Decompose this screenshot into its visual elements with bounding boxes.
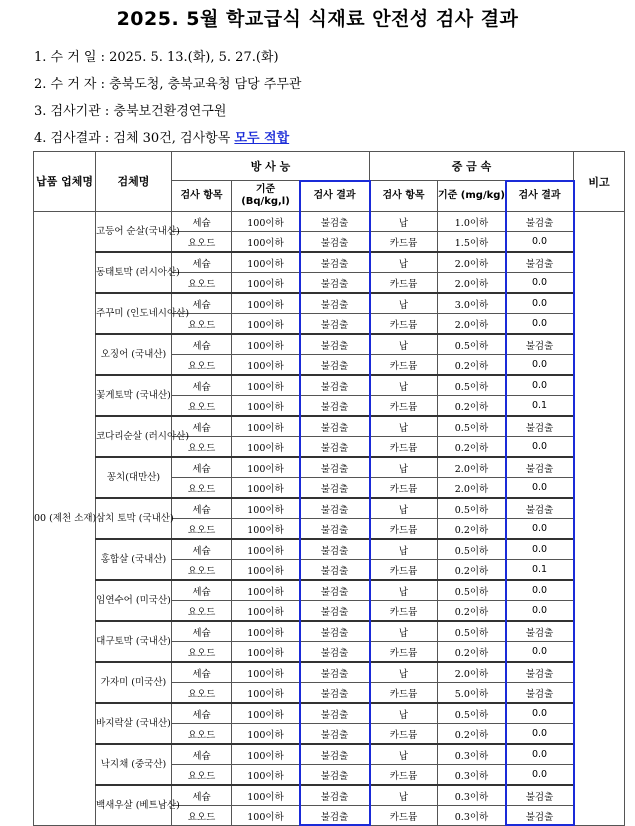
rad-result: 불검출 [300, 642, 370, 663]
metal-standard: 0.2이하 [438, 437, 506, 458]
metal-item: 카드뮴 [370, 232, 438, 253]
rad-item: 세슘 [172, 785, 232, 806]
metal-result: 불검출 [506, 785, 574, 806]
info-result [34, 127, 289, 146]
metal-item: 납 [370, 785, 438, 806]
metal-item: 카드뮴 [370, 806, 438, 826]
rad-result: 불검출 [300, 560, 370, 581]
rad-result: 불검출 [300, 314, 370, 335]
rad-standard: 100이하 [232, 683, 300, 704]
product-name: 코다리순살 (러시아산) [96, 416, 172, 457]
table-row [34, 498, 625, 519]
rad-item: 요오드 [172, 765, 232, 786]
rad-result: 불검출 [300, 519, 370, 540]
product-name: 오징어 (국내산) [96, 334, 172, 375]
rad-standard: 100이하 [232, 293, 300, 314]
metal-result: 불검출 [506, 334, 574, 355]
metal-result: 불검출 [506, 416, 574, 437]
metal-item: 납 [370, 252, 438, 273]
metal-standard: 1.0이하 [438, 212, 506, 232]
table-row [34, 293, 625, 314]
metal-standard: 0.5이하 [438, 334, 506, 355]
rad-item: 세슘 [172, 539, 232, 560]
product-name: 대구토막 (국내산) [96, 621, 172, 662]
rad-result: 불검출 [300, 212, 370, 232]
rad-item: 요오드 [172, 396, 232, 417]
metal-standard: 1.5이하 [438, 232, 506, 253]
rad-item: 요오드 [172, 273, 232, 294]
metal-standard: 0.5이하 [438, 539, 506, 560]
rad-standard: 100이하 [232, 785, 300, 806]
rad-standard: 100이하 [232, 560, 300, 581]
header-radiation: 방 사 능 [172, 152, 370, 181]
metal-result: 불검출 [506, 806, 574, 826]
rad-standard: 100이하 [232, 621, 300, 642]
product-name: 삼치 토막 (국내산) [96, 498, 172, 539]
rad-result: 불검출 [300, 355, 370, 376]
product-name: 꽃게토막 (국내산) [96, 375, 172, 416]
metal-standard: 2.0이하 [438, 478, 506, 499]
metal-standard: 0.5이하 [438, 621, 506, 642]
metal-standard: 0.5이하 [438, 375, 506, 396]
metal-standard: 0.2이하 [438, 396, 506, 417]
product-name: 주꾸미 (인도네시아산) [96, 293, 172, 334]
metal-standard: 0.3이하 [438, 806, 506, 826]
metal-standard: 0.3이하 [438, 765, 506, 786]
metal-item: 납 [370, 580, 438, 601]
rad-standard: 100이하 [232, 396, 300, 417]
metal-item: 카드뮴 [370, 478, 438, 499]
table-row [34, 703, 625, 724]
rad-result: 불검출 [300, 375, 370, 396]
table-row [34, 252, 625, 273]
metal-standard: 2.0이하 [438, 662, 506, 683]
rad-standard: 100이하 [232, 416, 300, 437]
page-title: 2025. 5월 학교급식 식재료 안전성 검사 결과 [0, 4, 635, 31]
rad-standard: 100이하 [232, 314, 300, 335]
metal-result: 0.1 [506, 396, 574, 417]
header-vendor: 납품 업체명 [34, 152, 96, 212]
product-name: 꽁치(대만산) [96, 457, 172, 498]
metal-item: 납 [370, 293, 438, 314]
metal-item: 카드뮴 [370, 560, 438, 581]
rad-standard: 100이하 [232, 806, 300, 826]
metal-item: 카드뮴 [370, 355, 438, 376]
rad-standard: 100이하 [232, 724, 300, 745]
table-row [34, 785, 625, 806]
rad-item: 요오드 [172, 314, 232, 335]
rad-result: 불검출 [300, 293, 370, 314]
metal-result: 0.0 [506, 293, 574, 314]
rad-standard: 100이하 [232, 252, 300, 273]
metal-item: 카드뮴 [370, 683, 438, 704]
table-row [34, 744, 625, 765]
rad-standard: 100이하 [232, 375, 300, 396]
metal-result: 0.0 [506, 355, 574, 376]
metal-item: 카드뮴 [370, 724, 438, 745]
header-heavy-metal: 중 금 속 [370, 152, 574, 181]
table-row [34, 212, 625, 232]
table-row [34, 416, 625, 437]
header-product: 검체명 [96, 152, 172, 212]
vendor-name: 00 (제천 소재) [34, 212, 96, 826]
table-row [34, 457, 625, 478]
rad-result: 불검출 [300, 437, 370, 458]
table-body [34, 212, 625, 826]
metal-standard: 3.0이하 [438, 293, 506, 314]
table-row [34, 539, 625, 560]
metal-item: 카드뮴 [370, 765, 438, 786]
rad-result: 불검출 [300, 662, 370, 683]
rad-result: 불검출 [300, 232, 370, 253]
rad-standard: 100이하 [232, 662, 300, 683]
rad-result: 불검출 [300, 334, 370, 355]
product-name: 가자미 (미국산) [96, 662, 172, 703]
metal-item: 납 [370, 457, 438, 478]
metal-standard: 0.2이하 [438, 601, 506, 622]
header-rad-result: 검사 결과 [300, 181, 370, 212]
metal-standard: 0.2이하 [438, 560, 506, 581]
header-metal-item: 검사 항목 [370, 181, 438, 212]
metal-result: 0.0 [506, 724, 574, 745]
metal-standard: 0.2이하 [438, 724, 506, 745]
rad-item: 세슘 [172, 703, 232, 724]
rad-item: 세슘 [172, 498, 232, 519]
metal-result: 0.0 [506, 744, 574, 765]
rad-item: 요오드 [172, 601, 232, 622]
metal-result: 0.0 [506, 437, 574, 458]
metal-standard: 0.2이하 [438, 355, 506, 376]
info-agency: 3. 검사기관 : 충북보건환경연구원 [34, 100, 226, 119]
rad-result: 불검출 [300, 478, 370, 499]
rad-item: 요오드 [172, 437, 232, 458]
metal-result: 불검출 [506, 212, 574, 232]
metal-result: 불검출 [506, 252, 574, 273]
rad-standard: 100이하 [232, 765, 300, 786]
metal-item: 납 [370, 703, 438, 724]
metal-standard: 0.5이하 [438, 416, 506, 437]
metal-result: 0.0 [506, 601, 574, 622]
metal-standard: 0.5이하 [438, 580, 506, 601]
rad-result: 불검출 [300, 539, 370, 560]
metal-item: 카드뮴 [370, 314, 438, 335]
rad-result: 불검출 [300, 601, 370, 622]
metal-standard: 2.0이하 [438, 252, 506, 273]
rad-standard: 100이하 [232, 478, 300, 499]
rad-item: 요오드 [172, 519, 232, 540]
all-pass-highlight: 모두 적합 [234, 131, 289, 146]
metal-item: 카드뮴 [370, 437, 438, 458]
rad-item: 요오드 [172, 560, 232, 581]
header-rad-standard: 기준 (Bq/kg,l) [232, 181, 300, 212]
metal-item: 납 [370, 498, 438, 519]
rad-item: 세슘 [172, 580, 232, 601]
rad-result: 불검출 [300, 806, 370, 826]
info-collector: 2. 수 거 자 : 충북도청, 충북교육청 담당 주무관 [34, 73, 301, 92]
rad-item: 요오드 [172, 806, 232, 826]
product-name: 임연수어 (미국산) [96, 580, 172, 621]
metal-result: 0.0 [506, 232, 574, 253]
metal-result: 0.0 [506, 765, 574, 786]
rad-item: 요오드 [172, 642, 232, 663]
metal-result: 0.0 [506, 642, 574, 663]
rad-item: 세슘 [172, 334, 232, 355]
rad-standard: 100이하 [232, 539, 300, 560]
rad-result: 불검출 [300, 765, 370, 786]
table-row [34, 334, 625, 355]
metal-item: 납 [370, 334, 438, 355]
metal-standard: 0.3이하 [438, 785, 506, 806]
product-name: 낙지채 (중국산) [96, 744, 172, 785]
metal-item: 납 [370, 212, 438, 232]
rad-item: 세슘 [172, 744, 232, 765]
table-row [34, 662, 625, 683]
header-note: 비고 [574, 152, 625, 212]
rad-result: 불검출 [300, 252, 370, 273]
rad-standard: 100이하 [232, 355, 300, 376]
rad-result: 불검출 [300, 785, 370, 806]
product-name: 바지락살 (국내산) [96, 703, 172, 744]
metal-item: 납 [370, 539, 438, 560]
rad-item: 요오드 [172, 355, 232, 376]
rad-result: 불검출 [300, 457, 370, 478]
rad-item: 요오드 [172, 232, 232, 253]
rad-item: 세슘 [172, 416, 232, 437]
rad-item: 세슘 [172, 293, 232, 314]
metal-item: 납 [370, 375, 438, 396]
rad-item: 요오드 [172, 478, 232, 499]
rad-standard: 100이하 [232, 457, 300, 478]
metal-standard: 0.5이하 [438, 703, 506, 724]
metal-item: 카드뮴 [370, 601, 438, 622]
metal-item: 카드뮴 [370, 519, 438, 540]
rad-result: 불검출 [300, 683, 370, 704]
metal-standard: 2.0이하 [438, 314, 506, 335]
table-row [34, 621, 625, 642]
rad-standard: 100이하 [232, 642, 300, 663]
rad-result: 불검출 [300, 498, 370, 519]
metal-standard: 0.2이하 [438, 642, 506, 663]
header-metal-standard: 기준 (mg/kg) [438, 181, 506, 212]
rad-result: 불검출 [300, 396, 370, 417]
metal-standard: 2.0이하 [438, 273, 506, 294]
rad-standard: 100이하 [232, 580, 300, 601]
metal-item: 납 [370, 416, 438, 437]
rad-standard: 100이하 [232, 273, 300, 294]
rad-standard: 100이하 [232, 703, 300, 724]
rad-result: 불검출 [300, 580, 370, 601]
rad-item: 세슘 [172, 252, 232, 273]
metal-item: 카드뮴 [370, 642, 438, 663]
rad-result: 불검출 [300, 744, 370, 765]
metal-standard: 2.0이하 [438, 457, 506, 478]
product-name: 홍합살 (국내산) [96, 539, 172, 580]
rad-standard: 100이하 [232, 334, 300, 355]
rad-item: 세슘 [172, 662, 232, 683]
product-name: 백새우살 (베트남산) [96, 785, 172, 826]
rad-result: 불검출 [300, 416, 370, 437]
rad-standard: 100이하 [232, 498, 300, 519]
rad-item: 세슘 [172, 375, 232, 396]
info-result-text: 4. 검사결과 : 검체 30건, 검사항목 [34, 131, 234, 146]
metal-item: 카드뮴 [370, 396, 438, 417]
metal-standard: 0.5이하 [438, 498, 506, 519]
metal-result: 불검출 [506, 621, 574, 642]
table-row [34, 580, 625, 601]
metal-result: 0.0 [506, 519, 574, 540]
metal-standard: 0.2이하 [438, 519, 506, 540]
rad-item: 세슘 [172, 621, 232, 642]
metal-result: 불검출 [506, 457, 574, 478]
metal-standard: 5.0이하 [438, 683, 506, 704]
rad-standard: 100이하 [232, 232, 300, 253]
metal-result: 0.0 [506, 580, 574, 601]
metal-item: 카드뮴 [370, 273, 438, 294]
rad-result: 불검출 [300, 703, 370, 724]
rad-item: 세슘 [172, 457, 232, 478]
rad-result: 불검출 [300, 724, 370, 745]
info-collection-date: 1. 수 거 일 : 2025. 5. 13.(화), 5. 27.(화) [34, 46, 279, 65]
metal-item: 납 [370, 744, 438, 765]
metal-result: 불검출 [506, 683, 574, 704]
metal-item: 납 [370, 662, 438, 683]
metal-result: 불검출 [506, 498, 574, 519]
rad-item: 요오드 [172, 683, 232, 704]
metal-result: 0.0 [506, 375, 574, 396]
metal-result: 0.0 [506, 314, 574, 335]
header-metal-result: 검사 결과 [506, 181, 574, 212]
metal-result: 0.0 [506, 478, 574, 499]
metal-result: 0.0 [506, 703, 574, 724]
product-name: 동태토막 (러시아산) [96, 252, 172, 293]
rad-standard: 100이하 [232, 744, 300, 765]
rad-standard: 100이하 [232, 437, 300, 458]
table-row [34, 375, 625, 396]
note-cell [574, 212, 625, 826]
metal-standard: 0.3이하 [438, 744, 506, 765]
rad-standard: 100이하 [232, 212, 300, 232]
metal-result: 0.1 [506, 560, 574, 581]
header-rad-item: 검사 항목 [172, 181, 232, 212]
rad-item: 요오드 [172, 724, 232, 745]
rad-result: 불검출 [300, 621, 370, 642]
rad-item: 세슘 [172, 212, 232, 232]
rad-standard: 100이하 [232, 519, 300, 540]
inspection-results-table [33, 151, 625, 826]
metal-result: 불검출 [506, 662, 574, 683]
rad-standard: 100이하 [232, 601, 300, 622]
rad-result: 불검출 [300, 273, 370, 294]
product-name: 고등어 순살(국내산) [96, 212, 172, 253]
metal-item: 납 [370, 621, 438, 642]
metal-result: 0.0 [506, 539, 574, 560]
metal-result: 0.0 [506, 273, 574, 294]
